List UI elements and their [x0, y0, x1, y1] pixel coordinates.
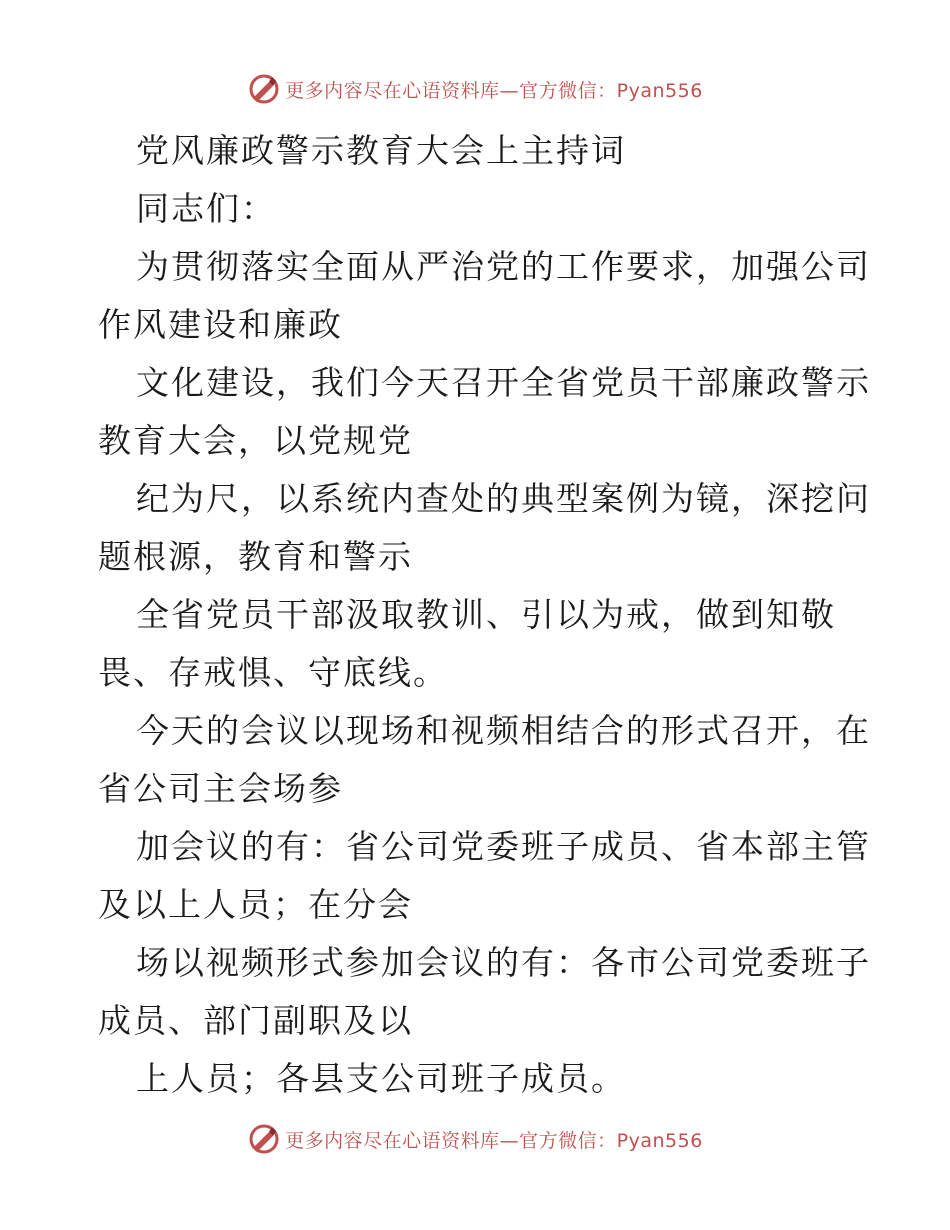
footer-watermark	[0, 1122, 950, 1156]
header-watermark	[0, 72, 950, 106]
text-line: 全省党员干部汲取教训、引以为戒，做到知敬	[136, 595, 836, 634]
text-line: 及以上人员；在分会	[98, 885, 413, 924]
text-line: 为贯彻落实全面从严治党的工作要求，加强公司	[136, 247, 871, 286]
document-body	[98, 122, 871, 1108]
hand-pen-logo-icon	[247, 72, 281, 106]
text-line: 教育大会，以党规党	[98, 421, 413, 460]
watermark-text: 更多内容尽在心语资料库—官方微信：Pyan556	[285, 1129, 703, 1152]
text-line: 文化建设，我们今天召开全省党员干部廉政警示	[136, 363, 871, 402]
text-line: 加会议的有：省公司党委班子成员、省本部主管	[136, 827, 871, 866]
text-line: 场以视频形式参加会议的有：各市公司党委班子	[136, 943, 871, 982]
text-line: 纪为尺，以系统内查处的典型案例为镜，深挖问	[136, 479, 871, 518]
hand-pen-logo-icon	[247, 1122, 281, 1156]
text-line: 作风建设和廉政	[98, 305, 343, 344]
document-title: 党风廉政警示教育大会上主持词	[136, 131, 626, 170]
text-line: 上人员；各县支公司班子成员。	[136, 1059, 626, 1098]
text-line: 今天的会议以现场和视频相结合的形式召开，在	[136, 711, 871, 750]
text-line: 省公司主会场参	[98, 769, 343, 808]
watermark-text: 更多内容尽在心语资料库—官方微信：Pyan556	[285, 79, 703, 102]
text-line: 畏、存戒惧、守底线。	[98, 653, 448, 692]
text-line: 同志们：	[136, 189, 276, 228]
text-line: 题根源，教育和警示	[98, 537, 413, 576]
text-line: 成员、部门副职及以	[98, 1001, 413, 1040]
